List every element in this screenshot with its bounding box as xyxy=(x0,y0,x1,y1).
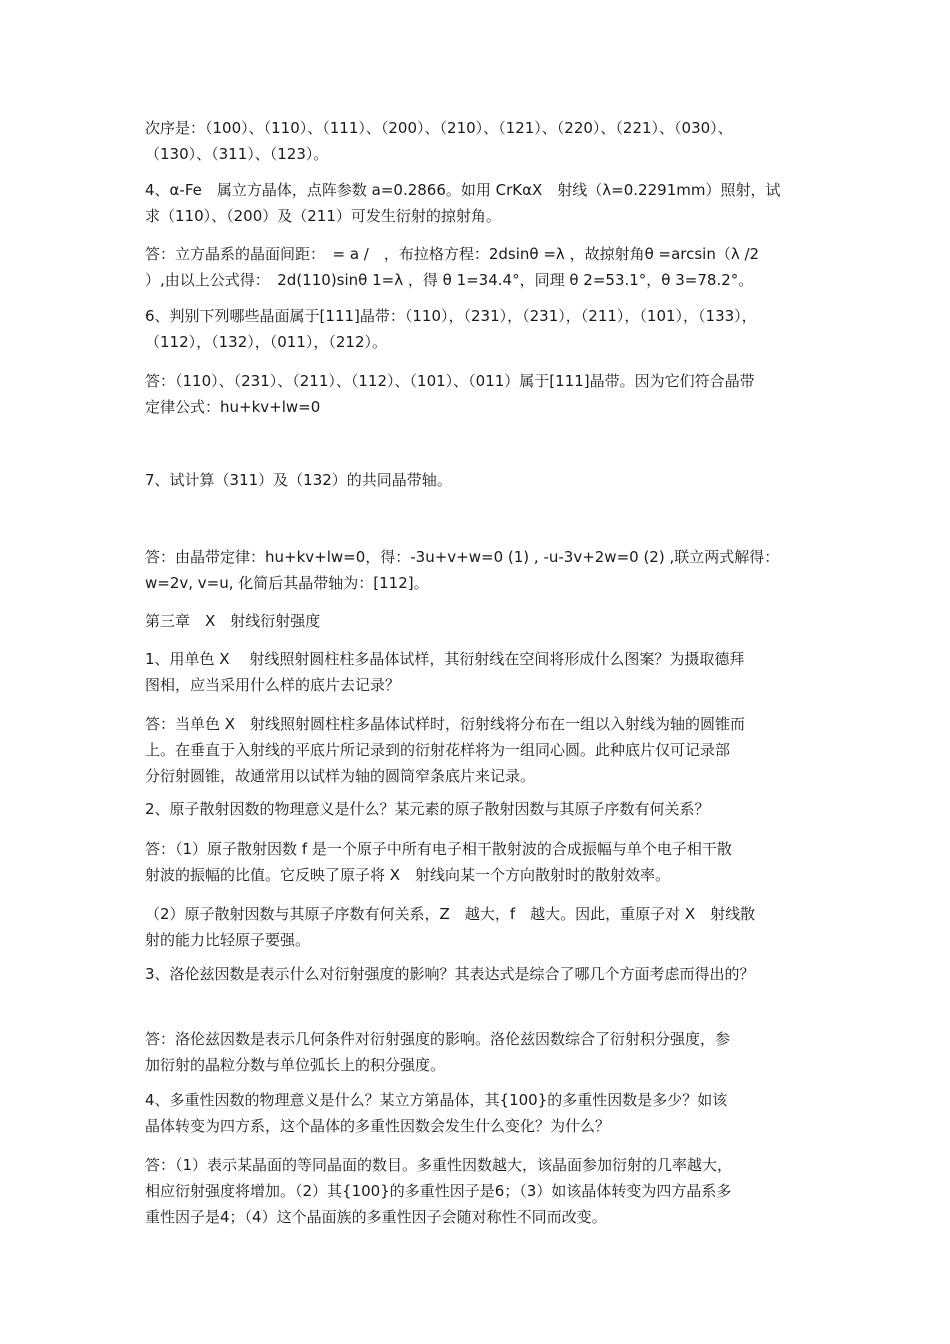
text-line: 3、洛伦兹因数是表示什么对衍射强度的影响？其表达式是综合了哪几个方面考虑而得出的？ xyxy=(145,965,755,983)
chapter-3-answer-1 xyxy=(145,711,825,789)
chapter-3-answer-4 xyxy=(145,1152,825,1230)
chapter-3-answer-3 xyxy=(145,1026,825,1078)
text-line: 定律公式：hu+kv+lw=0 xyxy=(145,398,321,416)
chapter-3-answer-2-part-1 xyxy=(145,836,825,888)
text-line: （112），（132），（011），（212）。 xyxy=(145,333,388,351)
text-line: w=2v, v=u, 化简后其晶带轴为：[112]。 xyxy=(145,574,429,592)
text-line: 加衍射的晶粒分数与单位弧长上的积分强度。 xyxy=(145,1056,446,1074)
text-line: 答：洛伦兹因数是表示几何条件对衍射强度的影响。洛伦兹因数综合了衍射积分强度，参 xyxy=(145,1030,731,1048)
text-line: 第三章 X 射线衍射强度 xyxy=(145,612,321,630)
text-line: 4、多重性因数的物理意义是什么？某立方第晶体，其{100}的多重性因数是多少？如该 xyxy=(145,1091,728,1109)
text-line: 1、用单色 X 射线照射圆柱柱多晶体试样，其衍射线在空间将形成什么图案？为摄取德拜 xyxy=(145,650,745,668)
chapter-3-question-2 xyxy=(145,796,825,822)
text-line: （2）原子散射因数与其原子序数有何关系，Z 越大，f 越大。因此，重原子对 X 射线散 xyxy=(145,905,756,923)
text-line: 射波的振幅的比值。它反映了原子将 X 射线向某一个方向散射时的散射效率。 xyxy=(145,866,671,884)
text-line: 7、试计算（311）及（132）的共同晶带轴。 xyxy=(145,471,452,489)
chapter-3-heading xyxy=(145,608,825,634)
question-4 xyxy=(145,177,825,229)
text-line: 答：当单色 X 射线照射圆柱柱多晶体试样时，衍射线将分布在一组以入射线为轴的圆锥而 xyxy=(145,715,746,733)
text-line: 6、判别下列哪些晶面属于[111]晶带：（110），（231），（231），（211），（101），（133）， xyxy=(145,307,757,325)
text-line: 晶体转变为四方系，这个晶体的多重性因数会发生什么变化？为什么？ xyxy=(145,1117,611,1135)
text-line: ）,由以上公式得： 2d(110)sinθ 1=λ ，得 θ 1=34.4°，同理 θ 2=53.1°，θ 3=78.2°。 xyxy=(145,271,754,289)
text-line: 答：（110）、（231）、（211）、（112）、（101）、（011）属于[111]晶带。因为它们符合晶带 xyxy=(145,372,755,390)
text-line: （130）、（311）、（123）。 xyxy=(145,145,329,163)
chapter-3-question-1 xyxy=(145,646,825,698)
text-line: 2、原子散射因数的物理意义是什么？某元素的原子散射因数与其原子序数有何关系？ xyxy=(145,800,710,818)
answer-7 xyxy=(145,544,825,596)
text-line: 上。在垂直于入射线的平底片所记录到的衍射花样将为一组同心圆。此种底片仅可记录部 xyxy=(145,741,731,759)
chapter-3-question-3 xyxy=(145,961,825,987)
text-line: 答：（1）表示某晶面的等同晶面的数目。多重性因数越大，该晶面参加衍射的几率越大， xyxy=(145,1156,733,1174)
text-line: 重性因子是4；（4）这个晶面族的多重性因子会随对称性不同而改变。 xyxy=(145,1208,607,1226)
text-line: 答：由晶带定律：hu+kv+lw=0，得：-3u+v+w=0 (1) , -u-3v+2w=0 (2) ,联立两式解得： xyxy=(145,548,780,566)
answer-4 xyxy=(145,241,825,293)
text-line: 射的能力比轻原子要强。 xyxy=(145,931,311,949)
crystal-plane-order-text xyxy=(145,115,825,167)
chapter-3-question-4 xyxy=(145,1087,825,1139)
text-line: 相应衍射强度将增加。（2）其{100}的多重性因子是6；（3）如该晶体转变为四方晶系多 xyxy=(145,1182,732,1200)
chapter-3-answer-2-part-2 xyxy=(145,901,825,953)
text-line: 图相，应当采用什么样的底片去记录？ xyxy=(145,676,401,694)
text-line: 分衍射圆锥，故通常用以试样为轴的圆筒窄条底片来记录。 xyxy=(145,767,536,785)
text-line: 4、α-Fe 属立方晶体，点阵参数 a=0.2866。如用 CrKαX 射线（λ=0.2291mm）照射，试 xyxy=(145,181,781,199)
text-line: 答：立方晶系的晶面间距： = a / ，布拉格方程：2dsinθ =λ ，故掠射角θ =arcsin（λ /2 xyxy=(145,245,760,263)
text-line: 答：（1）原子散射因数 f 是一个原子中所有电子相干散射波的合成振幅与单个电子相干散 xyxy=(145,840,732,858)
text-line: 求（110）、（200）及（211）可发生衍射的掠射角。 xyxy=(145,207,501,225)
text-line: 次序是：（100）、（110）、（111）、（200）、（210）、（121）、（220）、（221）、（030）、 xyxy=(145,119,733,137)
question-6 xyxy=(145,303,825,355)
question-7 xyxy=(145,467,825,493)
answer-6 xyxy=(145,368,825,420)
